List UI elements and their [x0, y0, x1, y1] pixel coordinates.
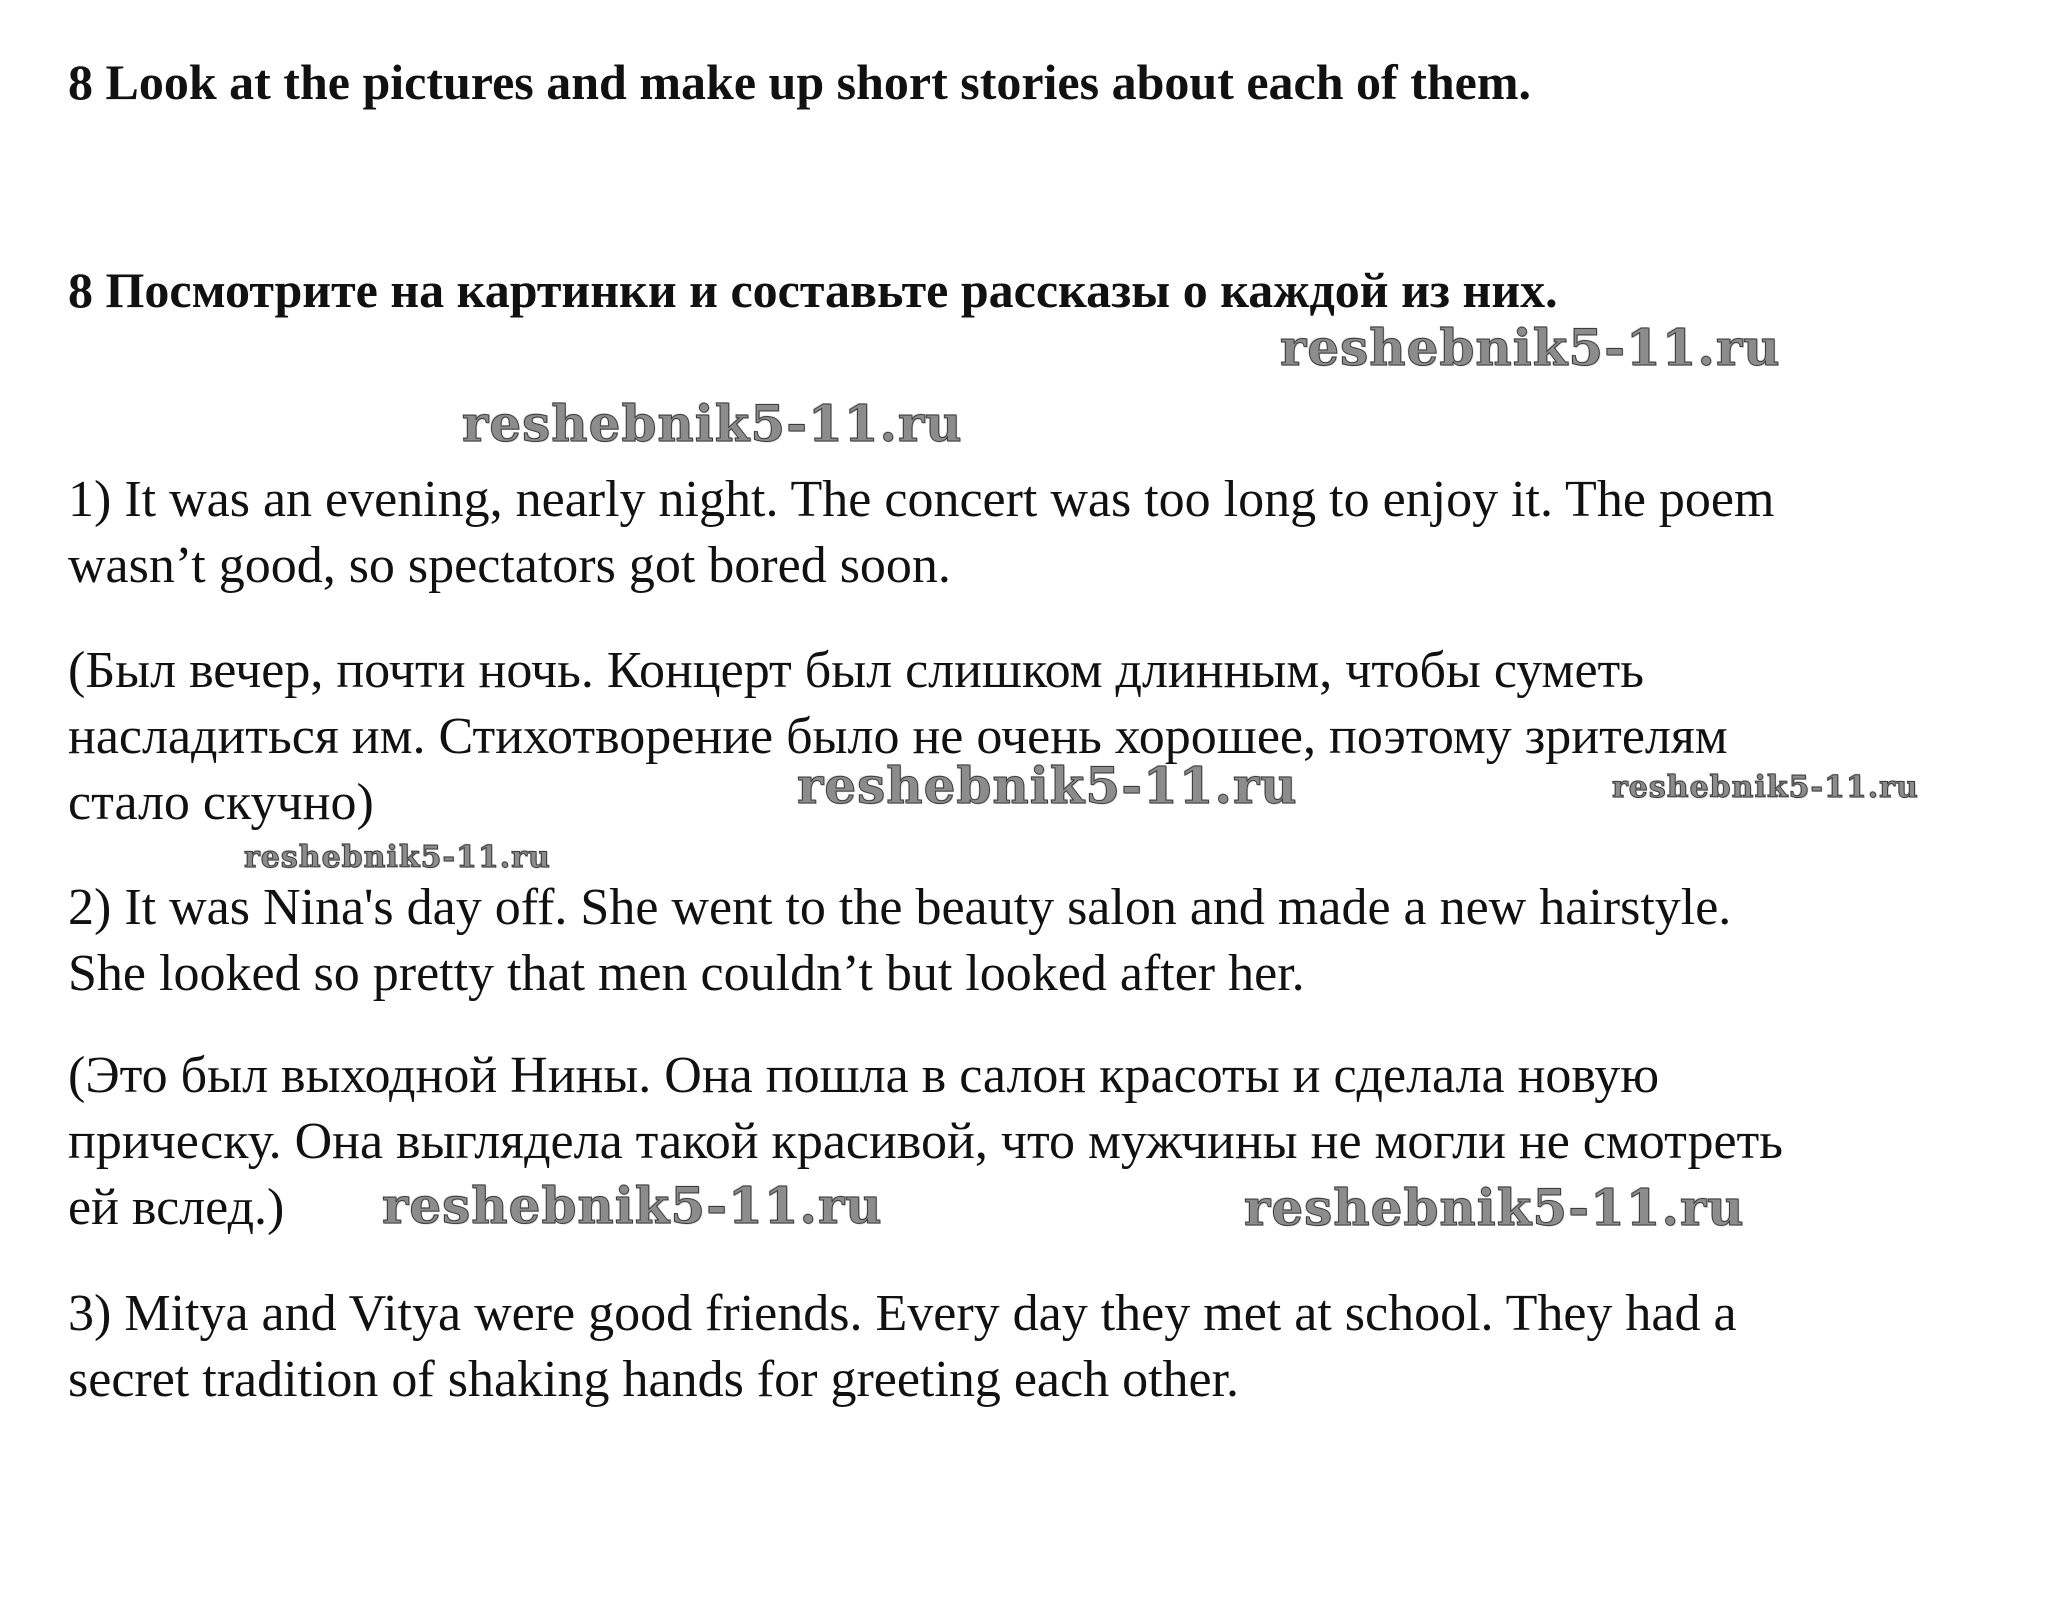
text-line: 1) It was an evening, nearly night. The concert was too long to enjoy it. The poem — [68, 471, 1775, 528]
text-line: wasn’t good, so spectators got bored soon. — [68, 537, 951, 594]
watermark: reshebnik5-11.ru — [462, 394, 963, 453]
text-line: стало скучно) — [68, 774, 374, 831]
text-line: прическу. Она выглядела такой красивой, что мужчины не могли не смотреть — [68, 1113, 1783, 1170]
watermark: reshebnik5-11.ru — [244, 840, 551, 875]
text-line: ей вслед.) — [68, 1179, 285, 1236]
text-line: 3) Mitya and Vitya were good friends. Every day they met at school. They had a — [68, 1285, 1737, 1342]
watermark: reshebnik5-11.ru — [1612, 770, 1919, 805]
watermark: reshebnik5-11.ru — [1280, 318, 1781, 377]
story-3-english — [68, 1281, 1737, 1413]
watermark: reshebnik5-11.ru — [1244, 1178, 1745, 1237]
watermark: reshebnik5-11.ru — [797, 756, 1298, 815]
text-line: насладиться им. Стихотворение было не очень хорошее, поэтому зрителям — [68, 708, 1728, 765]
heading-russian: 8 Посмотрите на картинки и составьте рассказы о каждой из них. — [68, 262, 1558, 318]
text-line: (Это был выходной Нины. Она пошла в салон красоты и сделала новую — [68, 1047, 1660, 1104]
story-1-english — [68, 467, 1774, 599]
heading-english: 8 Look at the pictures and make up short stories about each of them. — [68, 54, 1531, 110]
text-line: secret tradition of shaking hands for greeting each other. — [68, 1351, 1240, 1408]
story-2-english — [68, 875, 1731, 1007]
watermark: reshebnik5-11.ru — [382, 1176, 883, 1235]
text-line: (Был вечер, почти ночь. Концерт был слишком длинным, чтобы суметь — [68, 642, 1644, 699]
text-line: She looked so pretty that men couldn’t but looked after her. — [68, 945, 1305, 1002]
text-line: 2) It was Nina's day off. She went to the beauty salon and made a new hairstyle. — [68, 879, 1732, 936]
